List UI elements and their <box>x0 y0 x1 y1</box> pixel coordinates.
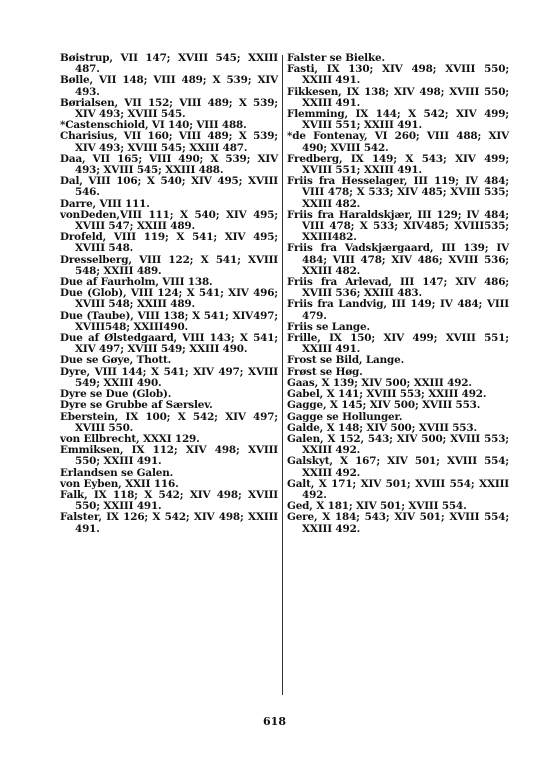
index-entry: Emmiksen, IX 112; XIV 498; XVIII 550; XXIII 491. <box>60 444 278 468</box>
index-entry: Bølle, VII 148; VIII 489; X 539; XIV 493. <box>60 74 278 98</box>
index-entry: Ged, X 181; XIV 501; XVIII 554. <box>287 500 467 513</box>
index-column-left <box>60 53 278 535</box>
index-entry: Due se Gøye, Thott. <box>60 354 172 367</box>
index-column-right <box>287 53 509 535</box>
index-entry: Charisius, VII 160; VIII 489; X 539; XIV 493; XVIII 545; XXIII 487. <box>60 130 278 154</box>
page-number: 618 <box>263 715 286 728</box>
index-entry: Frøst se Høg. <box>287 365 363 378</box>
index-entry: Dyre se Grubbe af Særslev. <box>60 399 213 412</box>
index-entry: Friis fra Hesselager, III 119; IV 484; VIII 478; X 533; XIV 485; XVIII 535; XXIII 482. <box>287 175 509 210</box>
index-entry: Drofeld, VIII 119; X 541; XIV 495; XVIII 548. <box>60 231 278 255</box>
index-entry: Fikkesen, IX 138; XIV 498; XVIII 550; XXIII 491. <box>287 85 509 109</box>
index-entry: Friis fra Arlevad, III 147; XIV 486; XVIII 536; XXIII 483. <box>287 276 509 300</box>
index-entry: Friis fra Landvig, III 149; IV 484; VIII 479. <box>287 298 509 322</box>
index-entry: Friis fra Haraldskjær, III 129; IV 484; VIII 478; X 533; XIV485; XVIII535; XXIII482. <box>287 208 509 244</box>
index-entry: Eberstein, IX 100; X 542; XIV 497; XVIII 550. <box>60 410 278 434</box>
index-entry: Friis se Lange. <box>287 320 370 333</box>
index-entry: Erlandsen se Galen. <box>60 466 174 479</box>
index-entry: Frost se Bild, Lange. <box>287 354 405 367</box>
index-entry: vonDeden,VIII 111; X 540; XIV 495; XVIII 547; XXIII 489. <box>60 208 278 233</box>
column-divider <box>282 55 283 695</box>
index-entry: Børialsen, VII 152; VIII 489; X 539; XIV 493; XVIII 545. <box>60 96 278 121</box>
index-entry: Gabel, X 141; XVIII 553; XXIII 492. <box>287 388 487 401</box>
index-entry: Dal, VIII 106; X 540; XIV 495; XVIII 546. <box>60 175 278 199</box>
index-entry: Due af Ølstedgaard, VIII 143; X 541; XIV 497; XVIII 549; XXIII 490. <box>60 332 278 356</box>
index-entry: Fasti, IX 130; XIV 498; XVIII 550; XXIII 491. <box>287 63 509 87</box>
index-entry: *de Fontenay, VI 260; VIII 488; XIV 490; XVIII 542. <box>287 130 509 154</box>
index-entry: Gere, X 184; 543; XIV 501; XVIII 554; XXIII 492. <box>287 511 509 535</box>
index-entry: Dyre, VIII 144; X 541; XIV 497; XVIII 549; XXIII 490. <box>60 365 278 389</box>
index-entry: Galen, X 152, 543; XIV 500; XVIII 553; XXIII 492. <box>287 432 509 457</box>
index-entry: Gagge se Hollunger. <box>287 410 403 423</box>
index-entry: *Castenschiold, VI 140; VIII 488. <box>60 119 247 132</box>
index-entry: Falster, IX 126; X 542; XIV 498; XXIII 491. <box>60 511 278 535</box>
index-entry: Friis fra Vadskjærgaard, III 139; IV 484; VIII 478; XIV 486; XVIII 536; XXIII 482. <box>287 242 509 277</box>
index-entry: Due af Faurholm, VIII 138. <box>60 276 213 289</box>
index-entry: Galt, X 171; XIV 501; XVIII 554; XXIII 492. <box>287 477 509 501</box>
index-entry: Frille, IX 150; XIV 499; XVIII 551; XXIII 491. <box>287 332 509 356</box>
index-entry: Darre, VIII 111. <box>60 197 150 210</box>
index-entry: Gagge, X 145; XIV 500; XVIII 553. <box>287 399 481 412</box>
index-entry: von Ellbrecht, XXXI 129. <box>60 432 200 445</box>
index-entry: Galde, X 148; XIV 500; XVIII 553. <box>287 421 477 434</box>
index-entry: Daa, VII 165; VIII 490; X 539; XIV 493; XVIII 545; XXIII 488. <box>60 152 278 177</box>
index-entry: Due (Taube), VIII 138; X 541; XIV497; XVIII548; XXIII490. <box>60 309 278 333</box>
index-entry: Dresselberg, VIII 122; X 541; XVIII 548; XXIII 489. <box>60 253 278 277</box>
index-entry: Falk, IX 118; X 542; XIV 498; XVIII 550; XXIII 491. <box>60 488 278 513</box>
index-entry: Falster se Bielke. <box>287 52 385 64</box>
index-entry: Due (Glob), VIII 124; X 541; XIV 496; XVIII 548; XXIII 489. <box>60 287 278 311</box>
index-entry: Bøistrup, VII 147; XVIII 545; XXIII 487. <box>60 52 278 76</box>
index-entry: Flemming, IX 144; X 542; XIV 499; XVIII 551; XXIII 491. <box>287 108 509 132</box>
index-entry: Dyre se Due (Glob). <box>60 388 172 401</box>
index-entry: Galskyt, X 167; XIV 501; XVIII 554; XXIII 492. <box>287 455 509 479</box>
index-entry: Fredberg, IX 149; X 543; XIV 499; XVIII 551; XXIII 491. <box>287 152 509 177</box>
index-entry: von Eyben, XXII 116. <box>60 477 179 490</box>
index-entry: Gaas, X 139; XIV 500; XXIII 492. <box>287 376 472 389</box>
